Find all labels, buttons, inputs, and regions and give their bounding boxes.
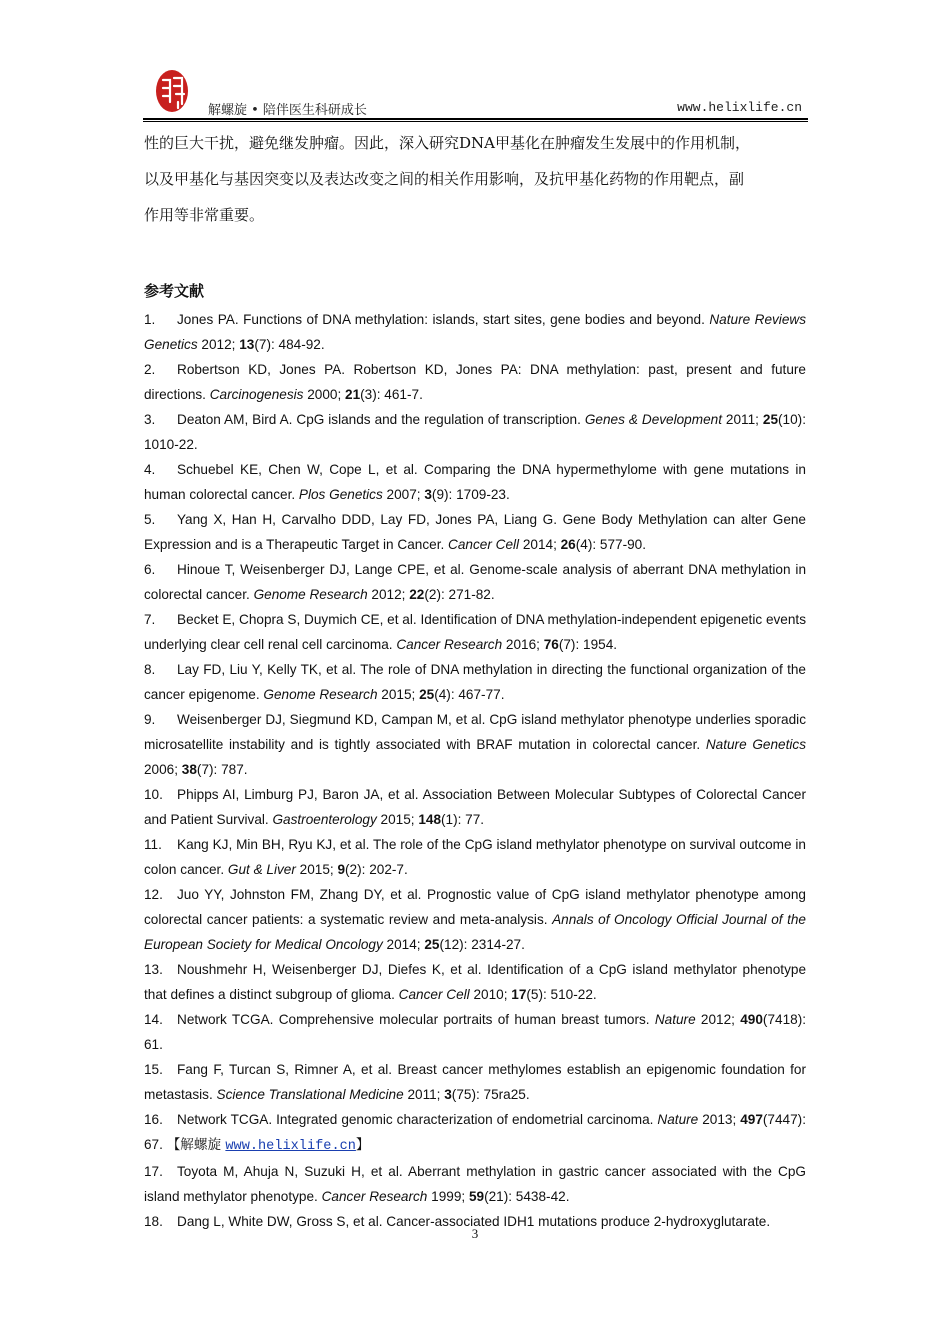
reference-year: 2015;: [376, 812, 419, 827]
reference-text: Network TCGA. Integrated genomic characterization of endometrial carcinoma.: [177, 1112, 658, 1127]
references-title: 参考文献: [144, 282, 205, 300]
helixlife-logo-icon: [154, 68, 190, 114]
reference-number: 6.: [144, 562, 156, 577]
reference-number: 15.: [144, 1062, 163, 1077]
reference-year: 2010;: [469, 987, 512, 1002]
reference-volume: 497: [740, 1112, 763, 1127]
reference-pages: (7): 1954.: [558, 637, 618, 652]
reference-text: Noushmehr H, Weisenberger DJ, Diefes K, et al. Identification of a CpG island methylator phenotype that defines a distinct subgroup of glioma.: [144, 962, 806, 1002]
reference-volume: 76: [543, 637, 559, 652]
reference-volume: 25: [419, 687, 435, 702]
reference-item: [144, 407, 806, 457]
reference-year: 2000;: [303, 387, 346, 402]
reference-number: 8.: [144, 662, 156, 677]
reference-item: [144, 457, 806, 507]
reference-year: 2012;: [695, 1012, 741, 1027]
reference-text: Weisenberger DJ, Siegmund KD, Campan M, et al. CpG island methylator phenotype underlies sporadic microsatellite instability and is tightly associated with BRAF mutation in colorectal cancer.: [144, 712, 806, 752]
reference-year: 2016;: [502, 637, 544, 652]
reference-pages: (3): 461-7.: [360, 387, 423, 402]
reference-item: [144, 357, 806, 407]
header-brand-text: 解螺旋 • 陪伴医生科研成长: [208, 103, 367, 118]
reference-text: Fang F, Turcan S, Rimner A, et al. Breast cancer methylomes establish an epigenomic foundation for metastasis.: [144, 1062, 806, 1102]
reference-number: 14.: [144, 1012, 163, 1027]
page-number: 3: [471, 1226, 479, 1241]
reference-volume: 21: [345, 387, 361, 402]
reference-pages: (9): 1709-23.: [431, 487, 510, 502]
reference-text: Juo YY, Johnston FM, Zhang DY, et al. Prognostic value of CpG island methylator phenotype among colorectal cancer patients: a systematic review and meta-analysis.: [144, 887, 806, 927]
reference-item: [144, 832, 806, 882]
reference-item: [144, 882, 806, 957]
reference-volume: 3: [444, 1087, 452, 1102]
reference-number: 9.: [144, 712, 156, 727]
reference-number: 3.: [144, 412, 156, 427]
reference-number: 7.: [144, 612, 156, 627]
reference-volume: 148: [418, 812, 442, 827]
reference-text: Lay FD, Liu Y, Kelly TK, et al. The role of DNA methylation in directing the functional organization of the cancer epigenome.: [144, 662, 806, 702]
reference-text: Jones PA. Functions of DNA methylation: islands, start sites, gene bodies and beyond.: [177, 312, 710, 327]
reference-number: 4.: [144, 462, 156, 477]
intro-line: 作用等非常重要。: [144, 206, 265, 224]
promo-inline: [167, 1137, 370, 1153]
reference-volume: 3: [424, 487, 432, 502]
reference-pages: (1): 77.: [441, 812, 485, 827]
reference-number: 2.: [144, 362, 156, 377]
reference-volume: 490: [740, 1012, 763, 1027]
reference-journal: Carcinogenesis: [209, 387, 304, 402]
reference-pages: (7447): 67.: [144, 1112, 806, 1152]
header-divider: [143, 118, 808, 120]
references-list: [144, 307, 806, 1234]
promo-open: 【解螺旋: [166, 1137, 226, 1153]
reference-journal: Genome Research: [253, 587, 368, 602]
reference-item: [144, 1057, 806, 1107]
reference-year: 2014;: [519, 537, 561, 552]
reference-pages: (2): 271-82.: [424, 587, 495, 602]
reference-text: Dang L, White DW, Gross S, et al. Cancer-associated IDH1 mutations produce 2-hydroxyglutarate.: [177, 1214, 771, 1229]
reference-number: 5.: [144, 512, 156, 527]
reference-item: [144, 1107, 806, 1159]
reference-year: 2015;: [295, 862, 338, 877]
reference-journal: Nature: [654, 1012, 696, 1027]
reference-journal: Annals of Oncology Official Journal of the European Society for Medical Oncology: [144, 912, 806, 952]
reference-journal: Gut & Liver: [227, 862, 296, 877]
promo-close: 】: [355, 1137, 370, 1153]
reference-year: 2013;: [698, 1112, 741, 1127]
reference-text: Yang X, Han H, Carvalho DDD, Lay FD, Jones PA, Liang G. Gene Body Methylation can alter Gene Expression and is a Therapeutic Target in Cancer.: [144, 512, 806, 552]
reference-volume: 26: [560, 537, 576, 552]
reference-pages: (10): 1010-22.: [144, 412, 806, 452]
reference-text: Deaton AM, Bird A. CpG islands and the regulation of transcription.: [177, 412, 585, 427]
reference-number: 17.: [144, 1164, 163, 1179]
reference-pages: (75): 75ra25.: [451, 1087, 530, 1102]
reference-journal: Nature Reviews Genetics: [144, 312, 806, 352]
reference-text: Becket E, Chopra S, Duymich CE, et al. Identification of DNA methylation-independent epigenetic events underlying clear cell renal cell carcinoma.: [144, 612, 806, 652]
reference-journal: Nature: [657, 1112, 699, 1127]
reference-number: 10.: [144, 787, 163, 802]
reference-pages: (7): 787.: [196, 762, 248, 777]
reference-journal: Gastroenterology: [272, 812, 377, 827]
reference-item: [144, 657, 806, 707]
header-divider-thin: [143, 121, 808, 122]
reference-number: 16.: [144, 1112, 163, 1127]
reference-year: 2014;: [382, 937, 425, 952]
reference-item: [144, 507, 806, 557]
reference-journal: Nature Genetics: [705, 737, 806, 752]
reference-text: Robertson KD, Jones PA. Robertson KD, Jones PA: DNA methylation: past, present and future directions.: [144, 362, 806, 402]
reference-item: [144, 557, 806, 607]
reference-text: Kang KJ, Min BH, Ryu KJ, et al. The role of the CpG island methylator phenotype on survival outcome in colon cancer.: [144, 837, 806, 877]
reference-pages: (12): 2314-27.: [439, 937, 525, 952]
reference-volume: 59: [468, 1189, 485, 1204]
reference-year: 1999;: [427, 1189, 469, 1204]
reference-text: Phipps AI, Limburg PJ, Baron JA, et al. Association Between Molecular Subtypes of Colorectal Cancer and Patient Survival.: [144, 787, 806, 827]
reference-journal: Genome Research: [263, 687, 378, 702]
promo-link[interactable]: www.helixlife.cn: [225, 1139, 356, 1154]
reference-number: 12.: [144, 887, 163, 902]
reference-text: Schuebel KE, Chen W, Cope L, et al. Comparing the DNA hypermethylome with gene mutations in human colorectal cancer.: [144, 462, 806, 502]
reference-pages: (5): 510-22.: [526, 987, 597, 1002]
reference-item: [144, 607, 806, 657]
reference-item: [144, 307, 806, 357]
reference-volume: 13: [239, 337, 255, 352]
reference-item: [144, 1007, 806, 1057]
reference-year: 2011;: [721, 412, 763, 427]
reference-volume: 38: [181, 762, 197, 777]
reference-text: Toyota M, Ahuja N, Suzuki H, et al. Aberrant methylation in gastric cancer associated with the CpG island methylator phenotype.: [144, 1164, 806, 1204]
reference-year: 2012;: [197, 337, 240, 352]
reference-year: 2006;: [144, 762, 182, 777]
intro-paragraph: [144, 125, 808, 233]
reference-volume: 9: [337, 862, 346, 877]
reference-text: Network TCGA. Comprehensive molecular portraits of human breast tumors.: [177, 1012, 655, 1027]
reference-year: 2007;: [382, 487, 425, 502]
reference-journal: Cancer Research: [321, 1189, 428, 1204]
reference-number: 11.: [144, 837, 162, 852]
reference-volume: 25: [762, 412, 779, 427]
reference-pages: (2): 202-7.: [345, 862, 408, 877]
reference-text: Hinoue T, Weisenberger DJ, Lange CPE, et al. Genome-scale analysis of aberrant DNA methylation in colorectal cancer.: [144, 562, 806, 602]
reference-volume: 22: [409, 587, 425, 602]
reference-year: 2011;: [403, 1087, 445, 1102]
reference-volume: 17: [511, 987, 527, 1002]
intro-line: 性的巨大干扰，避免继发肿瘤。因此，深入研究DNA甲基化在肿瘤发生发展中的作用机制，: [144, 134, 750, 152]
reference-journal: Science Translational Medicine: [216, 1087, 404, 1102]
reference-pages: (7418): 61.: [144, 1012, 806, 1052]
reference-item: [144, 782, 806, 832]
reference-number: 1.: [144, 312, 156, 327]
reference-number: 13.: [144, 962, 163, 977]
reference-item: [144, 707, 806, 782]
reference-number: 18.: [144, 1214, 163, 1229]
reference-pages: (21): 5438-42.: [484, 1189, 570, 1204]
reference-volume: 25: [424, 937, 440, 952]
header-url[interactable]: www.helixlife.cn: [677, 100, 802, 115]
intro-line: 以及甲基化与基因突变以及表达改变之间的相关作用影响，及抗甲基化药物的作用靶点，副: [144, 170, 745, 188]
reference-journal: Cancer Research: [396, 637, 503, 652]
reference-journal: Plos Genetics: [298, 487, 383, 502]
reference-year: 2012;: [367, 587, 410, 602]
reference-journal: Cancer Cell: [448, 537, 520, 552]
reference-journal: Genes & Development: [584, 412, 722, 427]
reference-pages: (7): 484-92.: [254, 337, 325, 352]
reference-pages: (4): 577-90.: [575, 537, 647, 552]
reference-year: 2015;: [377, 687, 420, 702]
reference-pages: (4): 467-77.: [434, 687, 505, 702]
reference-item: [144, 957, 806, 1007]
reference-item: [144, 1159, 806, 1209]
reference-journal: Cancer Cell: [398, 987, 470, 1002]
